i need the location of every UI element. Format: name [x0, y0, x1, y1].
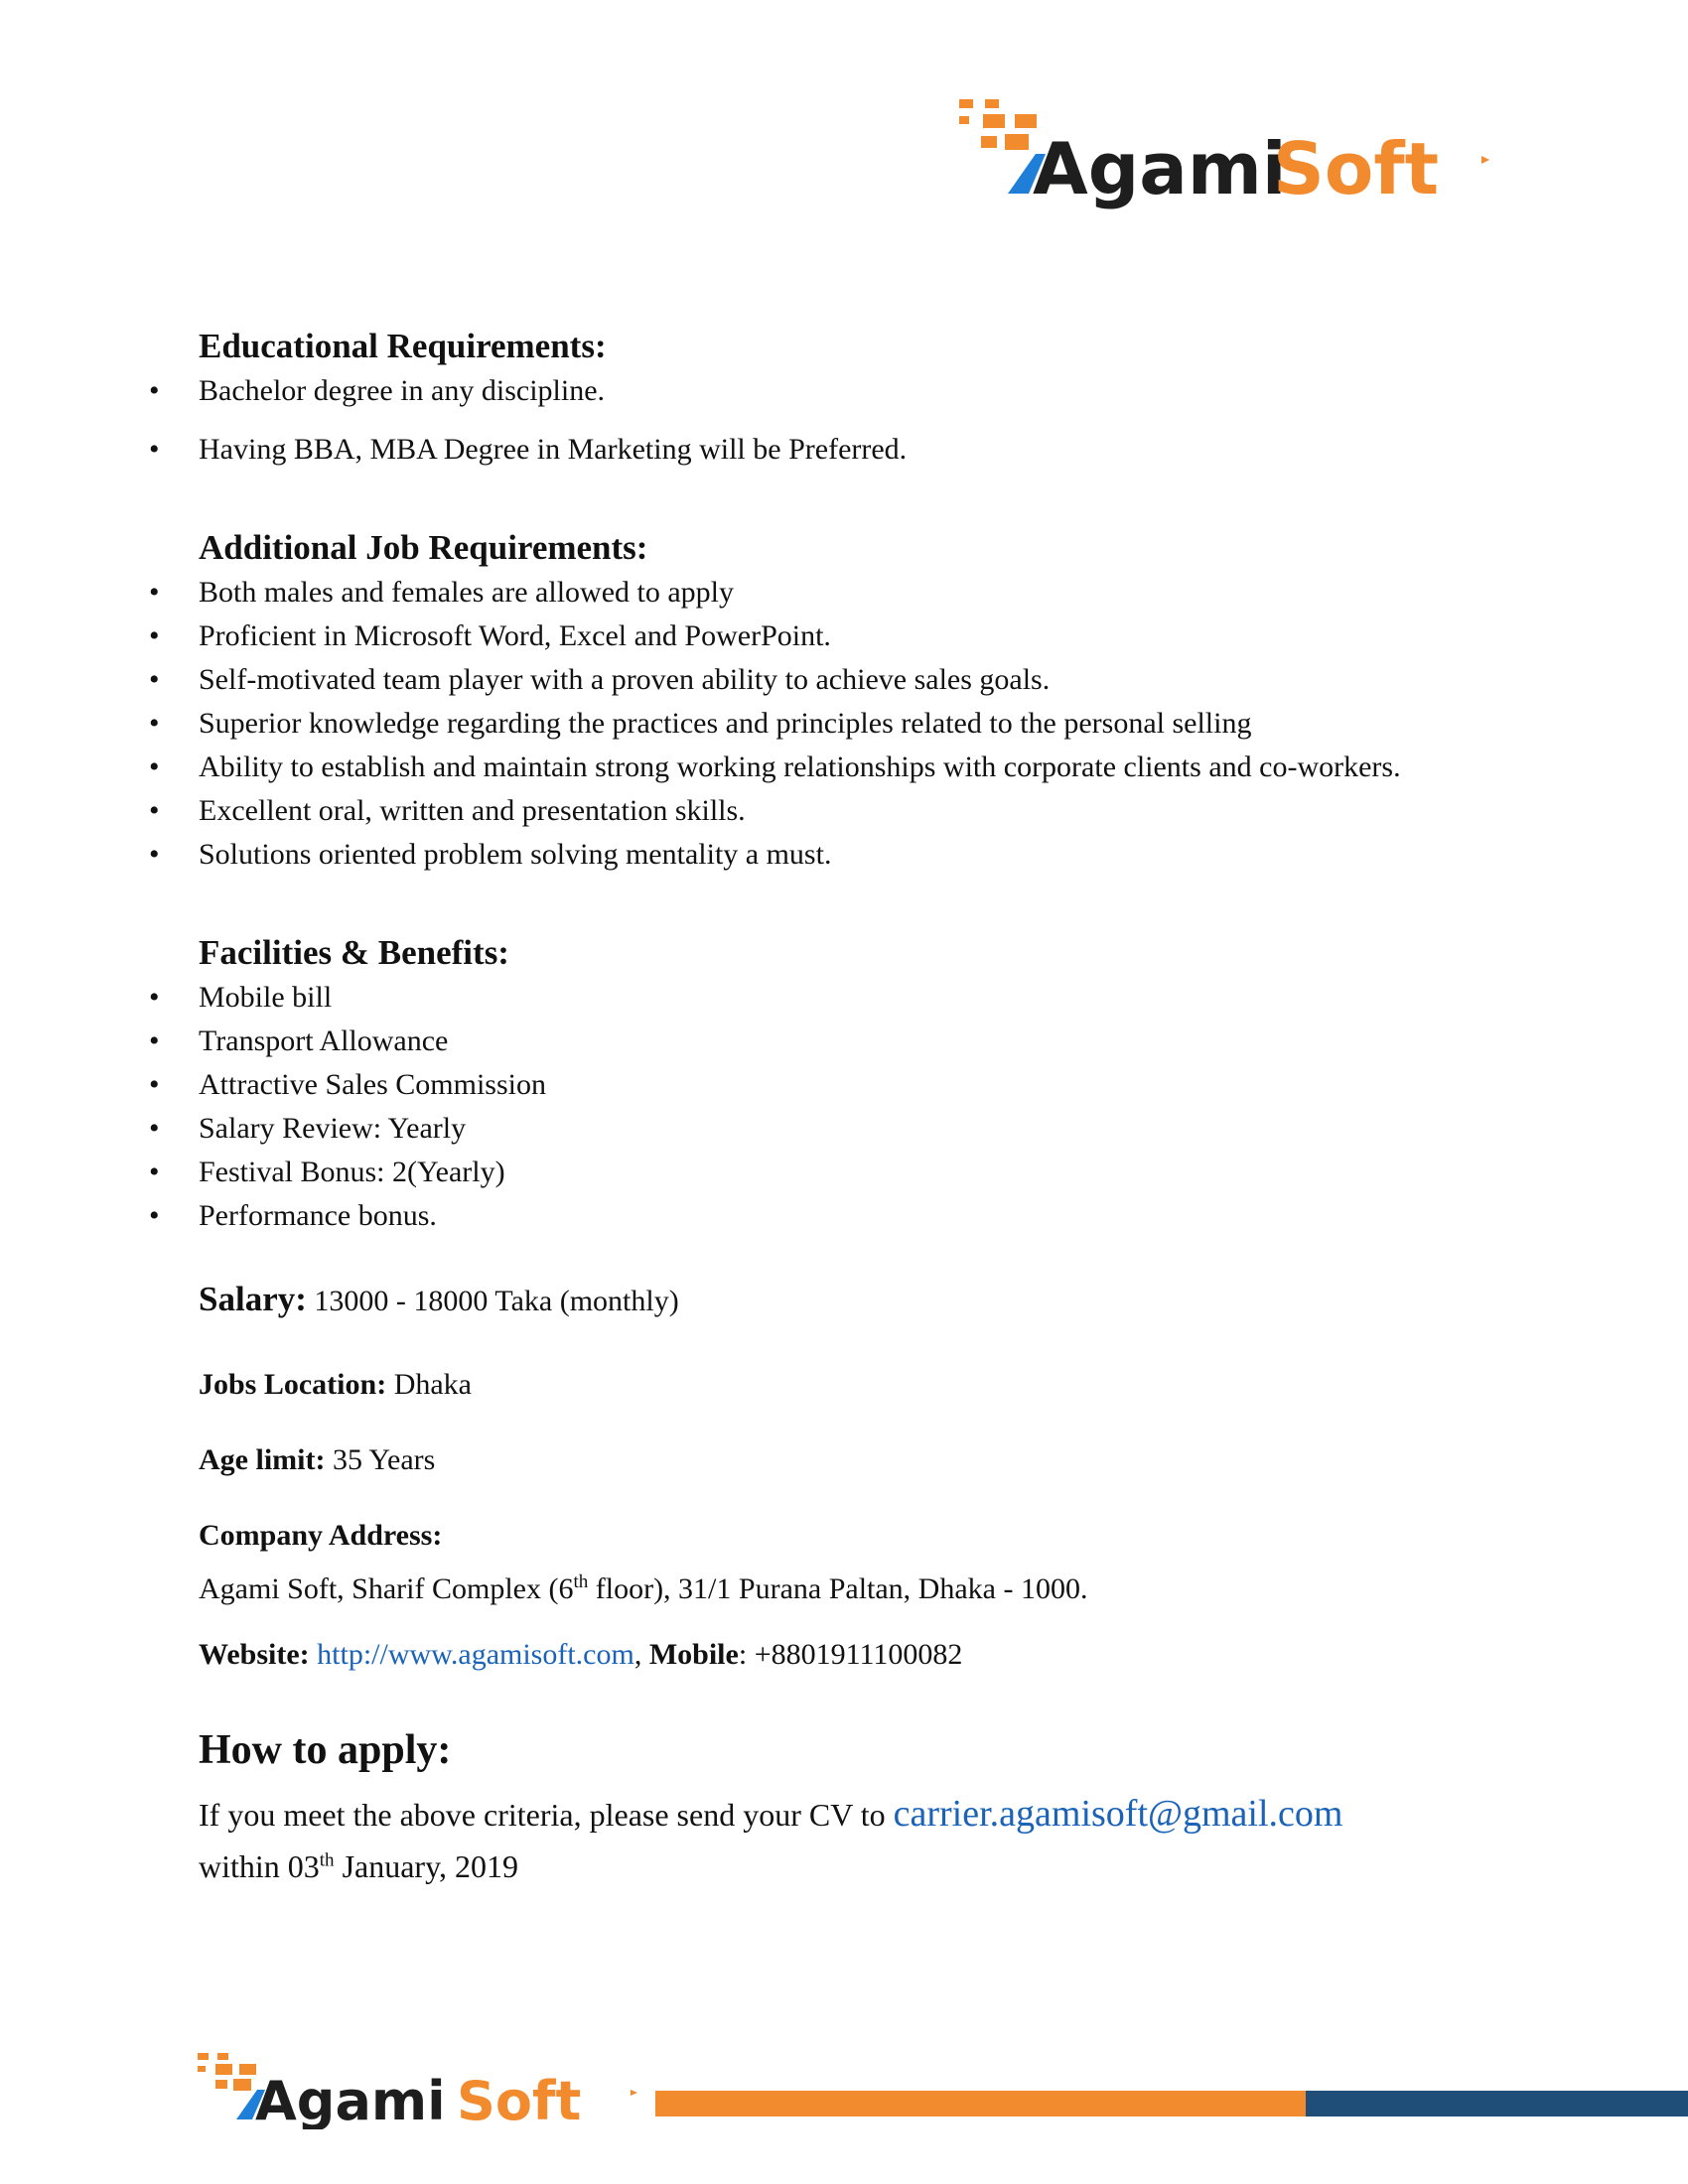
bullet-icon: •	[149, 1112, 160, 1145]
agamisoft-logo-icon	[194, 2050, 640, 2129]
bullet-icon: •	[149, 1156, 160, 1188]
facilities-benefits-list	[149, 976, 1489, 1238]
bullet-icon: •	[149, 1068, 160, 1101]
bullet-icon: •	[149, 838, 160, 871]
list-item: • Bachelor degree in any discipline.	[199, 369, 1489, 413]
list-item: • Superior knowledge regarding the practices and principles related to the personal selling	[199, 702, 1489, 746]
list-item: • Ability to establish and maintain strong working relationships with corporate clients and co-workers.	[199, 746, 1489, 789]
list-item: • Festival Bonus: 2(Yearly)	[199, 1151, 1489, 1194]
footer-bar-orange	[655, 2091, 1306, 2116]
bullet-icon: •	[149, 663, 160, 696]
list-item: • Self-motivated team player with a proven ability to achieve sales goals.	[199, 658, 1489, 702]
svg-text:Agami: Agami	[255, 2070, 446, 2129]
apply-instructions: If you meet the above criteria, please send your CV to carrier.agamisoft@gmail.com within 03th January, 2019	[199, 1793, 1343, 1884]
contact-line: Website: http://www.agamisoft.com, Mobile: +8801911100082	[199, 1638, 963, 1671]
website-link[interactable]: http://www.agamisoft.com	[317, 1638, 634, 1671]
age-line	[199, 1438, 1489, 1482]
agamisoft-logo-bottom	[194, 2050, 640, 2129]
salary-line	[199, 1278, 1489, 1323]
how-to-apply-heading: How to apply:	[199, 1727, 452, 1773]
list-item: • Attractive Sales Commission	[199, 1063, 1489, 1107]
bullet-icon: •	[149, 576, 160, 609]
list-item: • Proficient in Microsoft Word, Excel and PowerPoint.	[199, 614, 1489, 658]
list-item: • Transport Allowance	[199, 1020, 1489, 1063]
svg-text:Agami: Agami	[1033, 127, 1287, 210]
age-value: 35 Years	[332, 1443, 436, 1476]
mobile-label: Mobile	[648, 1638, 739, 1671]
bullet-icon: •	[149, 433, 160, 466]
list-item: • Having BBA, MBA Degree in Marketing will be Preferred.	[199, 428, 1489, 472]
additional-requirements-heading: Additional Job Requirements:	[199, 528, 648, 567]
list-item: • Mobile bill	[199, 976, 1489, 1020]
bullet-icon: •	[149, 751, 160, 783]
list-item: • Salary Review: Yearly	[199, 1107, 1489, 1151]
address-label-line	[199, 1514, 1489, 1558]
mobile-value: +8801911100082	[754, 1638, 963, 1671]
svg-text:Soft: Soft	[1273, 127, 1440, 210]
address-label: Company Address:	[199, 1519, 443, 1552]
bullet-icon: •	[149, 981, 160, 1014]
salary-label: Salary:	[199, 1280, 307, 1318]
age-label: Age limit:	[199, 1443, 326, 1476]
bullet-icon: •	[149, 707, 160, 740]
bullet-icon: •	[149, 1199, 160, 1232]
salary-value: 13000 - 18000 Taka (monthly)	[314, 1285, 679, 1317]
bullet-icon: •	[149, 1024, 160, 1057]
list-item: • Excellent oral, written and presentation skills.	[199, 789, 1489, 833]
bullet-icon: •	[149, 619, 160, 652]
facilities-benefits-heading: Facilities & Benefits:	[199, 933, 509, 972]
educational-requirements-heading: Educational Requirements:	[199, 327, 607, 365]
footer-bar-blue	[1306, 2091, 1688, 2116]
svg-text:Soft: Soft	[457, 2070, 582, 2129]
bullet-icon: •	[149, 794, 160, 827]
location-label: Jobs Location:	[199, 1368, 387, 1401]
agamisoft-logo-top	[953, 94, 1489, 223]
website-label: Website:	[199, 1638, 310, 1671]
location-value: Dhaka	[393, 1368, 472, 1401]
list-item: • Both males and females are allowed to apply	[199, 571, 1489, 614]
job-content	[149, 324, 1489, 1892]
location-line	[199, 1363, 1489, 1407]
list-item: • Solutions oriented problem solving mentality a must.	[199, 833, 1489, 877]
agamisoft-logo-icon	[953, 94, 1489, 223]
apply-email-link[interactable]: carrier.agamisoft@gmail.com	[893, 1793, 1343, 1835]
address-line: Agami Soft, Sharif Complex (6th floor), 31/1 Purana Paltan, Dhaka - 1000.	[199, 1571, 1088, 1605]
educational-requirements-list	[149, 369, 1489, 472]
additional-requirements-list	[149, 571, 1489, 877]
list-item: • Performance bonus.	[199, 1194, 1489, 1238]
bullet-icon: •	[149, 374, 160, 407]
